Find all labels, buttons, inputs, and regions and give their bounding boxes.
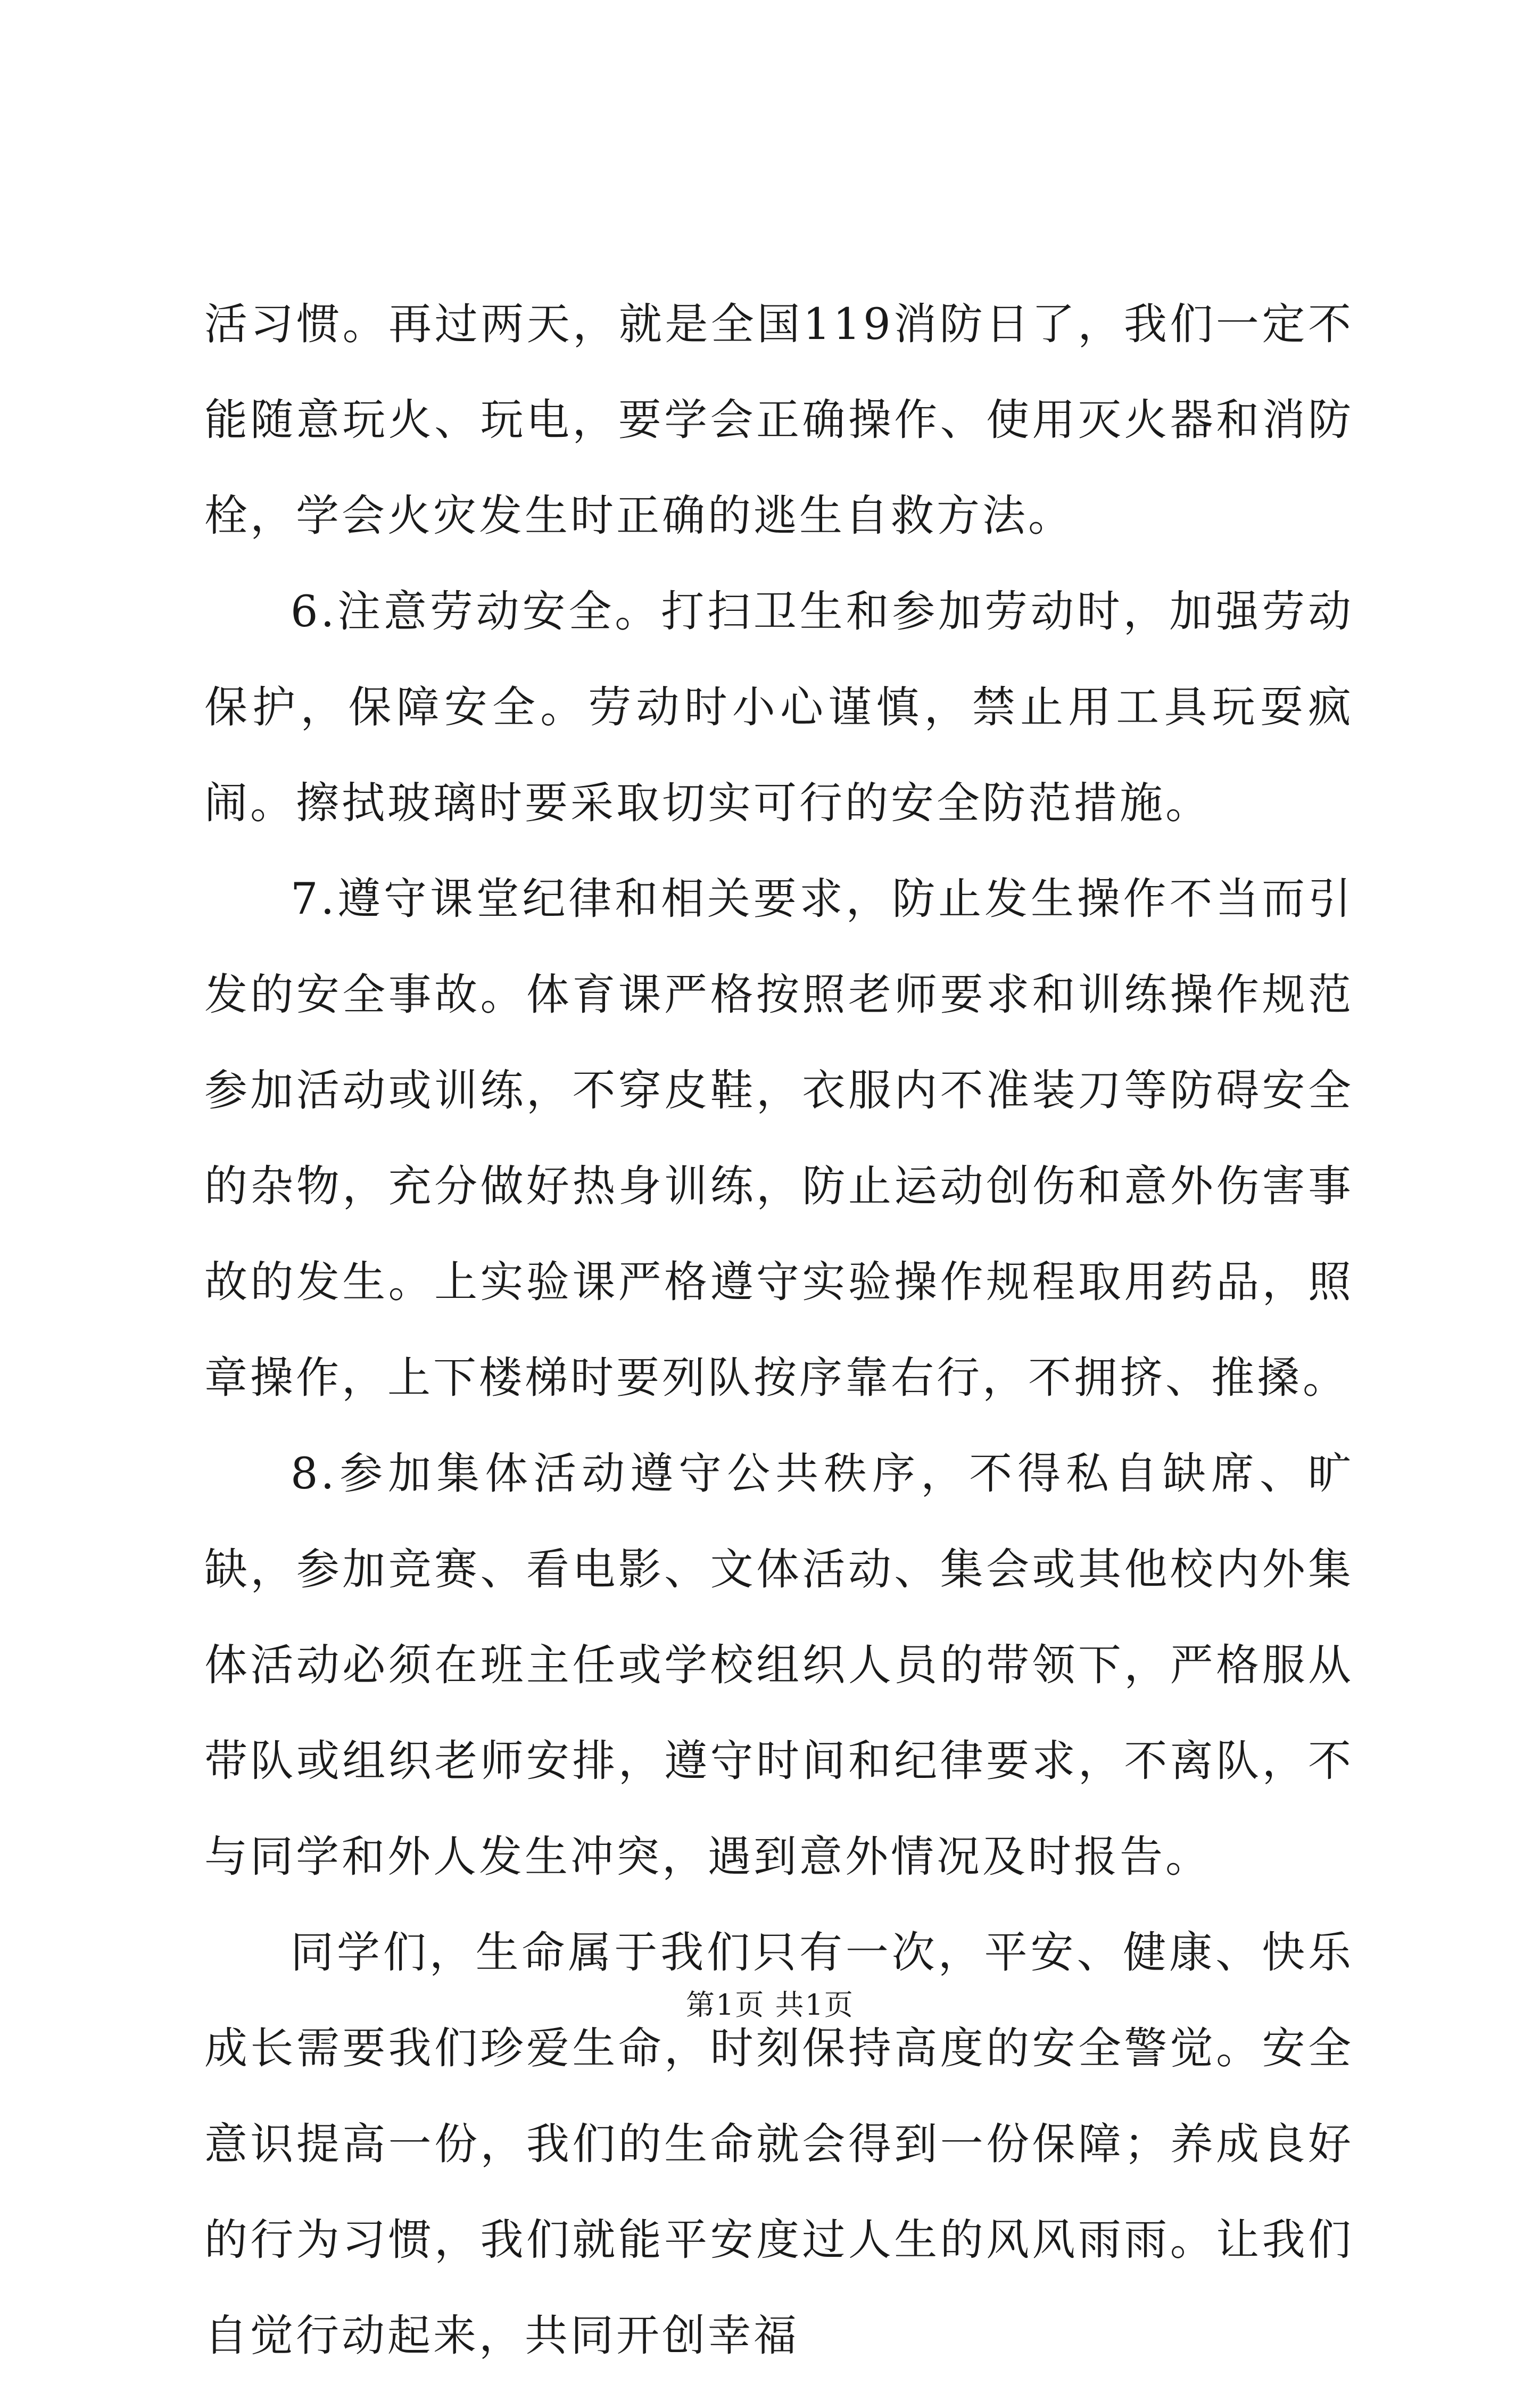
page-footer: 第1页 共1页 [686, 1988, 854, 2022]
paragraph-fire-safety-continued: 活习惯。再过两天，就是全国119消防日了，我们一定不能随意玩火、玩电，要学会正确操作、使用灭火器和消防栓，学会火灾发生时正确的逃生自救方法。 [204, 300, 1354, 541]
paragraph-classroom-discipline: 7.遵守课堂纪律和相关要求，防止发生操作不当而引发的安全事故。体育课严格按照老师要求和训练操作规范参加活动或训练，不穿皮鞋，衣服内不准装刀等防碍安全的杂物，充分做好热身训练，防止运动创伤和意外伤害事故的发生。上实验课严格遵守实验操作规程取用药品，照章操作，上下楼梯时要列队按序靠右行，不拥挤、推搡。 [204, 874, 1354, 1403]
paragraph-closing: 同学们，生命属于我们只有一次，平安、健康、快乐成长需要我们珍爱生命，时刻保持高度的安全警觉。安全意识提高一份，我们的生命就会得到一份保障；养成良好的行为习惯，我们就能平安度过人生的风风雨雨。让我们自觉行动起来，共同开创幸福 [204, 1928, 1354, 2361]
document-body [204, 277, 1354, 2384]
paragraph-group-activities: 8.参加集体活动遵守公共秩序，不得私自缺席、旷缺，参加竞赛、看电影、文体活动、集会或其他校内外集体活动必须在班主任或学校组织人员的带领下，严格服从带队或组织老师安排，遵守时间和纪律要求，不离队，不与同学和外人发生冲突，遇到意外情况及时报告。 [204, 1449, 1354, 1882]
paragraph-labor-safety: 6.注意劳动安全。打扫卫生和参加劳动时，加强劳动保护，保障安全。劳动时小心谨慎，禁止用工具玩耍疯闹。擦拭玻璃时要采取切实可行的安全防范措施。 [204, 587, 1354, 829]
